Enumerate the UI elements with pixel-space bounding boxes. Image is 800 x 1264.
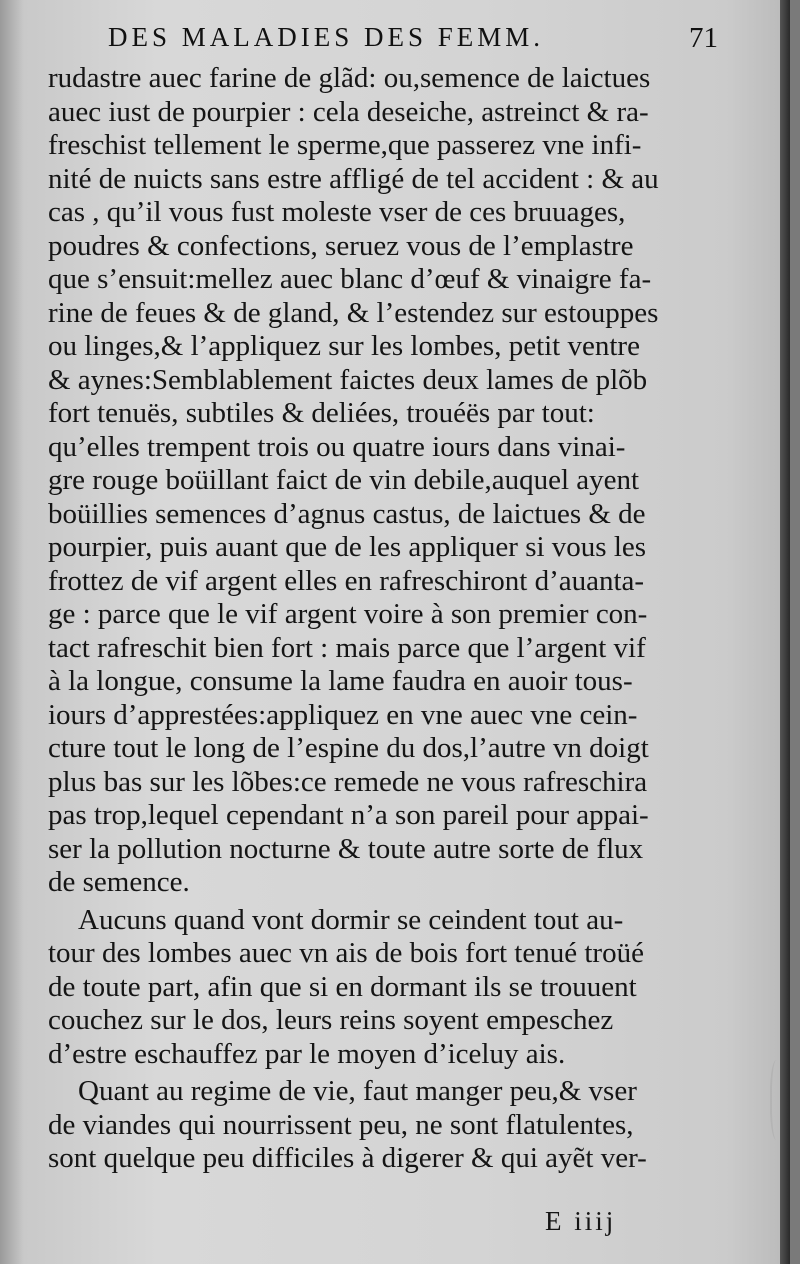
page-edge-shadow (780, 0, 790, 1264)
text-line: fort tenuës, subtiles & deliées, trouéës par tout: (48, 397, 595, 429)
text-line: pas trop,lequel cependant n’a son pareil pour appai- (48, 799, 649, 831)
text-line: rine de feues & de gland, & l’estendez sur estouppes (48, 296, 659, 329)
text-line: auec iust de pourpier : cela deseiche, astreinct & ra- (48, 95, 649, 128)
text-line: iours d’apprestées:appliquez en vne auec vne cein- (48, 698, 638, 731)
text-line: gre rouge boüillant faict de vin debile,auquel ayent (48, 464, 640, 496)
text-line: de toute part, afin que si en dormant ils se trouuent (48, 970, 637, 1003)
text-line: tact rafreschit bien fort : mais parce que l’argent vif (48, 631, 646, 664)
text-line: boüillies semences d’agnus castus, de laictues & de (48, 497, 646, 530)
text-line: à la longue, consume la lame faudra en auoir tous- (48, 665, 633, 697)
text-line: cas , qu’il vous fust moleste vser de ces bruuages, (48, 196, 626, 228)
text-line: nité de nuicts sans estre affligé de tel accident : & au (48, 162, 659, 195)
text-line: Aucuns quand vont dormir se ceindent tout au- (78, 903, 624, 936)
paragraph-3 (48, 1075, 738, 1176)
text-line: de viandes qui nourrissent peu, ne sont flatulentes, (48, 1108, 634, 1141)
text-line: Quant au regime de vie, faut manger peu,& vser (78, 1075, 637, 1107)
text-line: couchez sur le dos, leurs reins soyent empeschez (48, 1004, 614, 1036)
text-line: d’estre eschauffez par le moyen d’iceluy ais. (48, 1037, 566, 1070)
text-line: poudres & confections, seruez vous de l’emplastre (48, 229, 634, 262)
text-line: tour des lombes auec vn ais de bois fort tenué troüé (48, 937, 644, 969)
text-line: ser la pollution nocturne & toute autre sorte de flux (48, 832, 644, 865)
paragraph-1 (48, 62, 738, 900)
text-line: que s’ensuit:mellez auec blanc d’œuf & vinaigre fa- (48, 263, 652, 295)
running-header (108, 22, 718, 58)
text-line: ou linges,& l’appliquez sur les lombes, petit ventre (48, 330, 640, 362)
page-number: 71 (689, 22, 718, 54)
body-text (48, 62, 738, 1176)
paragraph-2 (48, 904, 738, 1072)
running-title: DES MALADIES DES FEMM. (108, 22, 545, 52)
text-line: sont quelque peu difficiles à digerer & qui ayẽt ver- (48, 1142, 647, 1174)
text-line: freschist tellement le sperme,que passerez vne infi- (48, 129, 642, 161)
text-line: pourpier, puis auant que de les appliquer si vous les (48, 531, 647, 563)
signature-mark: E iiij (545, 1206, 617, 1236)
text-line: de semence. (48, 866, 190, 898)
text-line: ge : parce que le vif argent voire à son premier con- (48, 598, 648, 630)
text-line: cture tout le long de l’espine du dos,l’autre vn doigt (48, 732, 649, 764)
text-line: plus bas sur les lõbes:ce remede ne vous rafreschira (48, 765, 648, 798)
text-line: rudastre auec farine de glãd: ou,semence de laictues (48, 62, 651, 94)
text-line: & aynes:Semblablement faictes deux lames de plõb (48, 363, 648, 396)
text-line: frottez de vif argent elles en rafreschiront d’auanta- (48, 564, 645, 597)
text-line: qu’elles trempent trois ou quatre iours dans vinai- (48, 430, 626, 463)
